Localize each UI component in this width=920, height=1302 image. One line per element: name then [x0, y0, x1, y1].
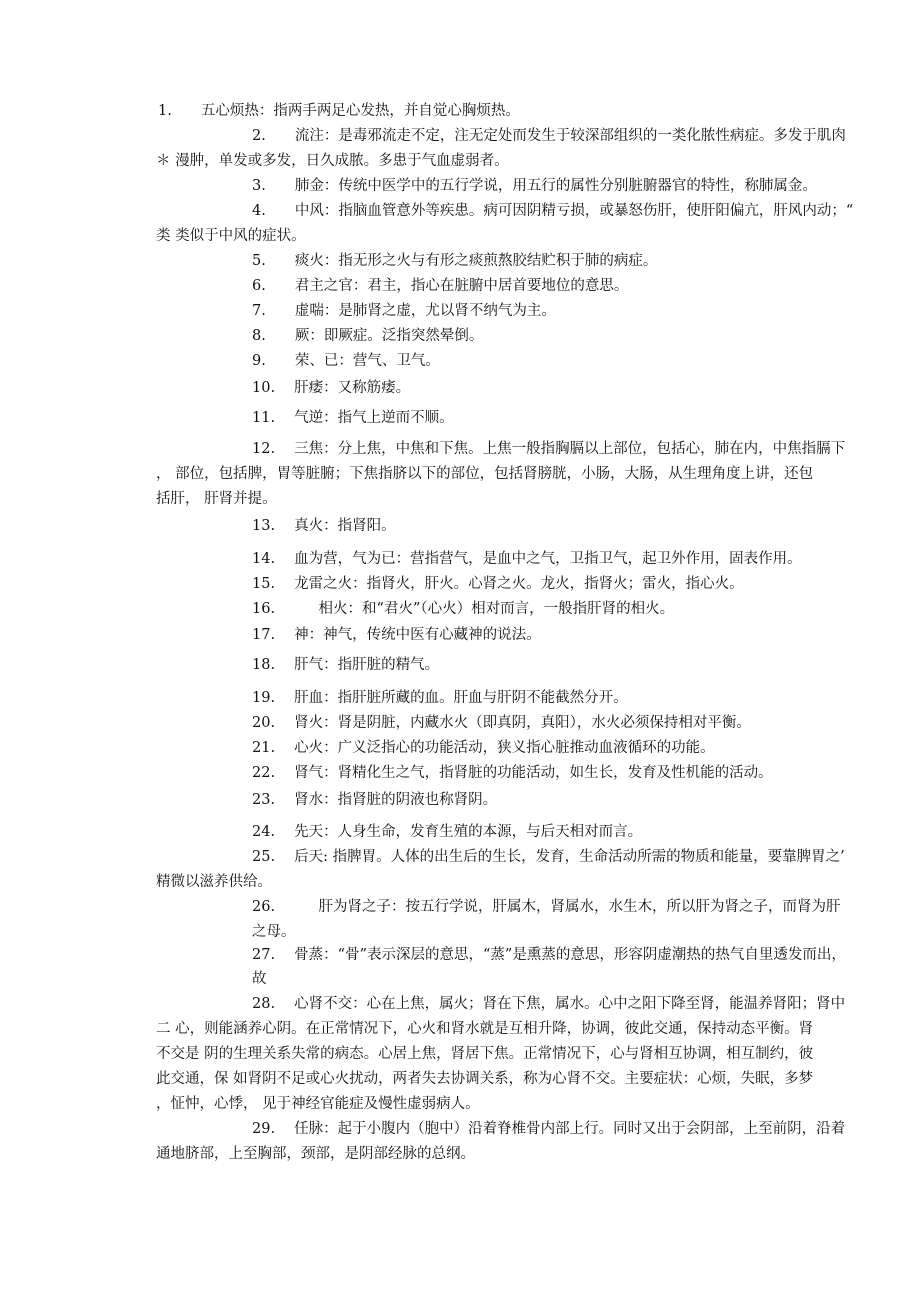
text-line: 23. 肾水：指肾脏的阴液也称肾阴。 — [252, 792, 498, 808]
text-line: 故 — [252, 971, 267, 987]
text-line: 精微以滋养供给。 — [156, 874, 272, 890]
text-line: 13. 真火：指肾阳。 — [252, 518, 396, 534]
text-line: 11. 气逆：指气上逆而不顺。 — [252, 410, 454, 426]
text-line: 不交是 阴的生理关系失常的病态。心居上焦，肾居下焦。正常情况下，心与肾相互协调，相互制约，彼 — [156, 1046, 814, 1062]
text-line: ＊ 漫肿，单发或多发，日久成脓。多患于气血虚弱者。 — [156, 153, 509, 169]
text-line: 18. 肝气：指肝脏的精气。 — [252, 657, 440, 673]
text-line: 26. 肝为肾之子：按五行学说，肝属木，肾属水，水生木，所以肝为肾之子，而肾为肝 — [252, 899, 841, 915]
text-line: 9. 荣、已：营气、卫气。 — [252, 353, 440, 369]
text-line: 14. 血为营，气为已：营指营气，是血中之气，卫指卫气，起卫外作用，固表作用。 — [252, 551, 802, 567]
text-line: 此交通，保 如肾阴不足或心火扰动，两者失去协调关系，称为心肾不交。主要症状：心烦，失眠，多梦 — [156, 1071, 814, 1087]
text-line: 25. 后天: 指脾胃。人体的出生后的生长，发育，生命活动所需的物质和能量，要靠脾胃之’ — [252, 849, 845, 865]
text-line: 27. 骨蒸：“骨”表示深层的意思，“蒸”是熏蒸的意思，形容阴虚潮热的热气自里透发而出， — [252, 947, 846, 963]
text-line: 2. 流注：是毒邪流走不定，注无定处而发生于较深部组织的一类化脓性病症。多发于肌肉 — [252, 128, 846, 144]
text-line: 28. 心肾不交：心在上焦，属火；肾在下焦，属水。心中之阳下降至肾，能温养肾阳；肾中 — [252, 996, 846, 1012]
text-line: 二 心，则能涵养心阴。在正常情况下，心火和肾水就是互相升降，协调，彼此交通，保持动态平衡。肾 — [156, 1021, 814, 1037]
text-line: 3. 肺金：传统中医学中的五行学说，用五行的属性分别脏腑器官的特性，称肺属金。 — [252, 178, 817, 194]
text-line: ， 部位，包括脾，胃等脏腑；下焦指脐以下的部位，包括肾膀胱，小肠，大肠，从生理角度上讲，还包 — [156, 466, 814, 482]
text-line: 5. 痰火：指无形之火与有形之痰煎熬胶结贮积于肺的病症。 — [252, 253, 658, 269]
text-line: 29. 任脉：起于小腹内（胞中）沿着脊椎骨内部上行。同时又出于会阴部，上至前阴，沿着 — [252, 1121, 846, 1137]
text-line: 1. 五心烦热：指两手两足心发热，并自觉心胸烦热。 — [158, 103, 520, 119]
text-line: 通地脐部，上至胸部，颈部，是阴部经脉的总纲。 — [156, 1146, 475, 1162]
text-line: 16. 相火：和“君火”（心火）相对而言，一般指肝肾的相火。 — [252, 601, 675, 617]
text-line: 7. 虚喘：是肺肾之虚，尤以肾不纳气为主。 — [252, 303, 556, 319]
text-line: 6. 君主之官：君主，指心在脏腑中居首要地位的意思。 — [252, 278, 629, 294]
text-line: 类 类似于中风的症状。 — [156, 228, 306, 244]
text-line: 8. 厥：即厥症。泛指突然晕倒。 — [252, 328, 484, 344]
text-line: ，怔忡，心悸， 见于神经官能症及慢性虚弱病人。 — [156, 1096, 480, 1112]
text-line: 24. 先天：人身生命，发育生殖的本源，与后天相对而言。 — [252, 824, 643, 840]
text-line: 21. 心火：广义泛指心的功能活动，狭义指心脏推动血液循环的功能。 — [252, 740, 715, 756]
text-line: 括肝， 肝肾并提。 — [156, 491, 277, 507]
text-line: 15. 龙雷之火：指肾火，肝火。心肾之火。龙火，指肾火；雷火，指心火。 — [252, 576, 744, 592]
text-line: 22. 肾气：肾精化生之气，指肾脏的功能活动，如生长，发育及性机能的活动。 — [252, 765, 773, 781]
text-line: 4. 中风：指脑血管意外等疾患。病可因阴精亏损，或暴怒伤肝，使肝阳偏亢，肝风内动；“ — [252, 203, 854, 219]
text-line: 19. 肝血：指肝脏所藏的血。肝血与肝阴不能截然分开。 — [252, 690, 628, 706]
text-line: 12. 三焦：分上焦，中焦和下焦。上焦一般指胸膈以上部位，包括心，肺在内，中焦指膈下 — [252, 441, 846, 457]
text-line: 之母。 — [252, 924, 296, 940]
text-line: 17. 神：神气，传统中医有心藏神的说法。 — [252, 627, 541, 643]
text-line: 20. 肾火：肾是阴脏，内藏水火（即真阴，真阳），水火必须保持相对平衡。 — [252, 715, 751, 731]
text-line: 10. 肝痿：又称筋痿。 — [252, 380, 411, 396]
